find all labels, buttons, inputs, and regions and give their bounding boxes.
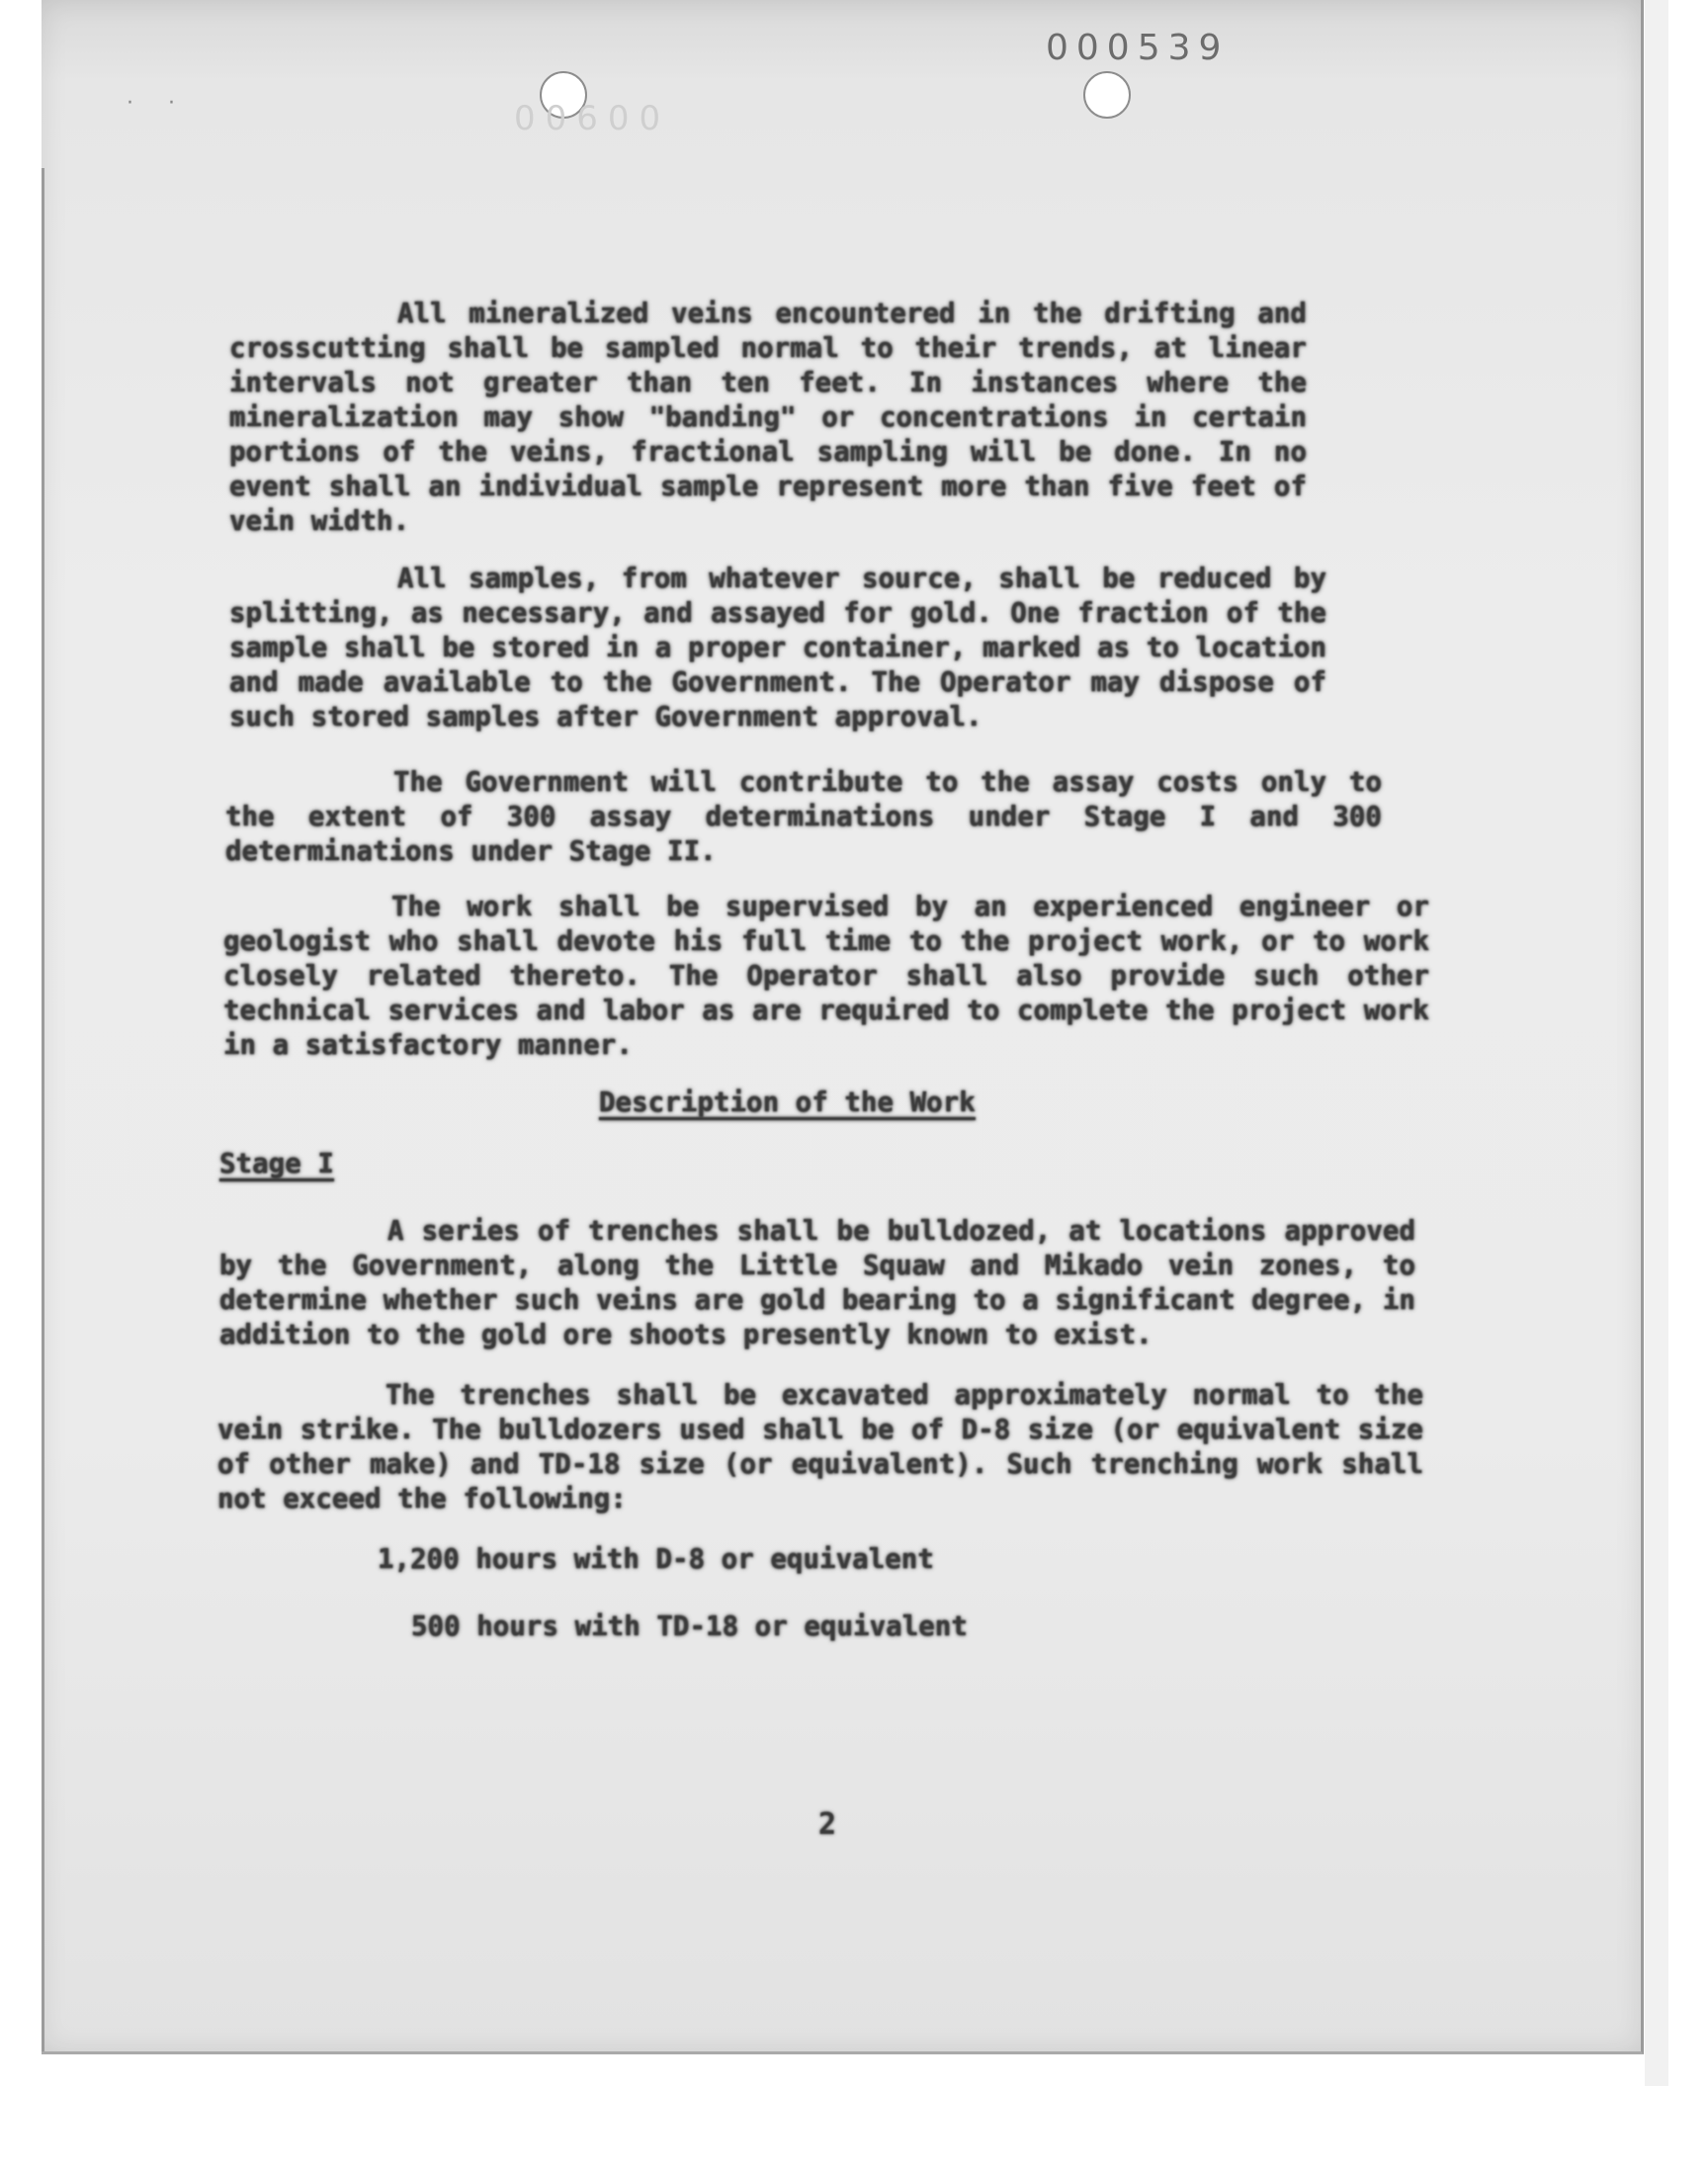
scan-specks: · · — [127, 91, 189, 116]
paragraph-vein-sampling: All mineralized veins encountered in the drifting and crosscutting shall be sampled normal to their trends, at linear intervals not greater than ten feet. In instances where the mineralization may show "banding" or concentrations in certain portions of the veins, fractional sampling will be done. In no event shall an individual sample represent more than five feet of vein width. — [229, 298, 1307, 537]
section-heading: Description of the Work — [599, 1087, 976, 1118]
paragraph-assay-costs: The Government will contribute to the assay costs only to the extent of 300 assay determinations under Stage I and 300 determinations under Stage II. — [225, 766, 1382, 867]
punch-hole-right — [1083, 71, 1131, 119]
ghost-bleedthrough-number: 00600 — [514, 99, 671, 138]
paragraph-trench-excavation: The trenches shall be excavated approximately normal to the vein strike. The bulldozers used shall be of D-8 size (or equivalent size of other make) and TD-18 size (or equivalent). Such trenching work shall not exceed the following: — [217, 1379, 1423, 1515]
stage-heading: Stage I — [219, 1148, 334, 1179]
paragraph-sample-reduction: All samples, from whatever source, shall be reduced by splitting, as necessary, and assayed for gold. One fraction of the sample shall be stored in a proper container, marked as to location and made available to the Government. The Operator may dispose of such stored samples after Government approval. — [229, 563, 1326, 733]
page-number: 2 — [818, 1807, 837, 1842]
paragraph-trenches-series: A series of trenches shall be bulldozed, at locations approved by the Government, along the Little Squaw and Mikado vein zones, to determine whether such veins are gold bearing to a significant degree, in addition to the gold ore shoots presently known to exist. — [219, 1215, 1415, 1350]
hours-line-d8: 1,200 hours with D-8 or equivalent — [378, 1543, 934, 1575]
paragraph-supervision: The work shall be supervised by an experienced engineer or geologist who shall devote his full time to the project work, or to work closely related thereto. The Operator shall also provide such other technical services and labor as are required to complete the project work in a satisfactory manner. — [223, 891, 1429, 1061]
hours-line-td18: 500 hours with TD-18 or equivalent — [411, 1610, 968, 1642]
paper-edge-shadow — [42, 168, 44, 2051]
document-stamp-number: 000539 — [1046, 28, 1230, 68]
paper-edge-strip — [1645, 0, 1668, 2086]
